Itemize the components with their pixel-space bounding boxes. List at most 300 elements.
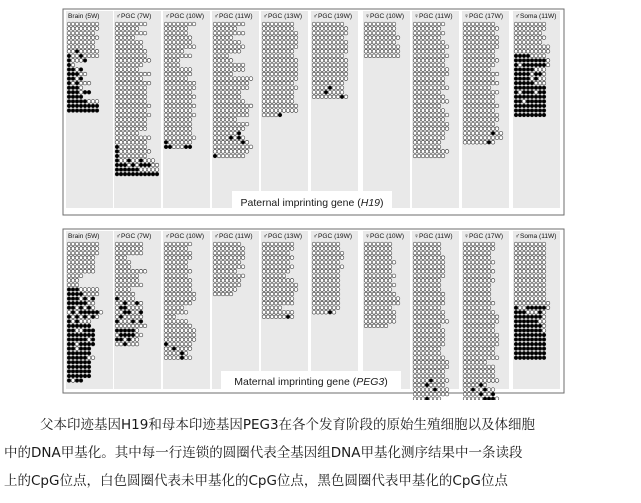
unmethylated-cpg <box>245 150 249 154</box>
unmethylated-cpg <box>143 86 147 90</box>
unmethylated-cpg <box>437 338 441 342</box>
unmethylated-cpg <box>534 31 538 35</box>
unmethylated-cpg <box>282 242 286 246</box>
unmethylated-cpg <box>463 59 467 63</box>
unmethylated-cpg <box>79 260 83 264</box>
methylated-cpg <box>83 329 87 333</box>
unmethylated-cpg <box>441 274 445 278</box>
unmethylated-cpg <box>119 77 123 81</box>
methylated-cpg <box>119 172 123 176</box>
methylated-cpg <box>514 329 518 333</box>
unmethylated-cpg <box>237 86 241 90</box>
unmethylated-cpg <box>245 109 249 113</box>
unmethylated-cpg <box>168 288 172 292</box>
unmethylated-cpg <box>135 109 139 113</box>
unmethylated-cpg <box>286 49 290 53</box>
unmethylated-cpg <box>495 40 499 44</box>
unmethylated-cpg <box>266 31 270 35</box>
unmethylated-cpg <box>467 131 471 135</box>
unmethylated-cpg <box>487 86 491 90</box>
unmethylated-cpg <box>316 45 320 49</box>
unmethylated-cpg <box>262 292 266 296</box>
unmethylated-cpg <box>368 251 372 255</box>
unmethylated-cpg <box>221 150 225 154</box>
unmethylated-cpg <box>487 131 491 135</box>
methylated-cpg <box>71 301 75 305</box>
maternal-sequencing-read <box>514 306 550 310</box>
unmethylated-cpg <box>172 315 176 319</box>
unmethylated-cpg <box>184 95 188 99</box>
unmethylated-cpg <box>229 118 233 122</box>
unmethylated-cpg <box>320 36 324 40</box>
unmethylated-cpg <box>324 279 328 283</box>
unmethylated-cpg <box>75 279 79 283</box>
unmethylated-cpg <box>421 45 425 49</box>
unmethylated-cpg <box>143 113 147 117</box>
methylated-cpg <box>241 140 245 144</box>
unmethylated-cpg <box>266 90 270 94</box>
unmethylated-cpg <box>324 95 328 99</box>
unmethylated-cpg <box>147 150 151 154</box>
unmethylated-cpg <box>180 260 184 264</box>
unmethylated-cpg <box>483 310 487 314</box>
unmethylated-cpg <box>421 150 425 154</box>
unmethylated-cpg <box>274 49 278 53</box>
unmethylated-cpg <box>471 104 475 108</box>
unmethylated-cpg <box>417 370 421 374</box>
unmethylated-cpg <box>421 351 425 355</box>
paternal-sequencing-read <box>115 168 159 172</box>
unmethylated-cpg <box>266 86 270 90</box>
unmethylated-cpg <box>479 338 483 342</box>
unmethylated-cpg <box>437 347 441 351</box>
unmethylated-cpg <box>320 247 324 251</box>
unmethylated-cpg <box>546 45 550 49</box>
unmethylated-cpg <box>433 297 437 301</box>
unmethylated-cpg <box>467 292 471 296</box>
unmethylated-cpg <box>479 95 483 99</box>
unmethylated-cpg <box>471 122 475 126</box>
unmethylated-cpg <box>139 72 143 76</box>
unmethylated-cpg <box>274 63 278 67</box>
unmethylated-cpg <box>332 59 336 63</box>
paternal-sequencing-read <box>364 45 400 49</box>
unmethylated-cpg <box>316 292 320 296</box>
unmethylated-cpg <box>139 77 143 81</box>
unmethylated-cpg <box>429 315 433 319</box>
maternal-gene-name: PEG3 <box>356 376 385 388</box>
unmethylated-cpg <box>388 247 392 251</box>
unmethylated-cpg <box>475 118 479 122</box>
unmethylated-cpg <box>278 100 282 104</box>
unmethylated-cpg <box>115 49 119 53</box>
unmethylated-cpg <box>467 351 471 355</box>
unmethylated-cpg <box>421 59 425 63</box>
unmethylated-cpg <box>278 59 282 63</box>
unmethylated-cpg <box>437 118 441 122</box>
unmethylated-cpg <box>115 279 119 283</box>
unmethylated-cpg <box>471 274 475 278</box>
unmethylated-cpg <box>139 95 143 99</box>
unmethylated-cpg <box>213 265 217 269</box>
unmethylated-cpg <box>320 256 324 260</box>
unmethylated-cpg <box>233 95 237 99</box>
methylated-cpg <box>71 370 75 374</box>
unmethylated-cpg <box>139 315 143 319</box>
methylated-cpg <box>542 356 546 360</box>
unmethylated-cpg <box>433 150 437 154</box>
unmethylated-cpg <box>278 45 282 49</box>
unmethylated-cpg <box>143 154 147 158</box>
methylated-cpg <box>538 63 542 67</box>
paternal-sequencing-read <box>413 86 449 90</box>
methylated-cpg <box>139 172 143 176</box>
maternal-lane-label: ♀PGC (10W) <box>365 233 405 240</box>
unmethylated-cpg <box>221 40 225 44</box>
unmethylated-cpg <box>274 31 278 35</box>
unmethylated-cpg <box>79 315 83 319</box>
unmethylated-cpg <box>384 45 388 49</box>
unmethylated-cpg <box>274 242 278 246</box>
unmethylated-cpg <box>429 136 433 140</box>
unmethylated-cpg <box>176 122 180 126</box>
unmethylated-cpg <box>266 310 270 314</box>
unmethylated-cpg <box>188 81 192 85</box>
unmethylated-cpg <box>471 127 475 131</box>
unmethylated-cpg <box>483 63 487 67</box>
unmethylated-cpg <box>413 127 417 131</box>
unmethylated-cpg <box>376 279 380 283</box>
unmethylated-cpg <box>441 122 445 126</box>
unmethylated-cpg <box>172 279 176 283</box>
unmethylated-cpg <box>483 72 487 76</box>
unmethylated-cpg <box>135 150 139 154</box>
unmethylated-cpg <box>274 113 278 117</box>
unmethylated-cpg <box>320 90 324 94</box>
unmethylated-cpg <box>479 360 483 364</box>
unmethylated-cpg <box>413 122 417 126</box>
unmethylated-cpg <box>429 360 433 364</box>
unmethylated-cpg <box>180 265 184 269</box>
methylated-cpg <box>67 347 71 351</box>
unmethylated-cpg <box>217 113 221 117</box>
unmethylated-cpg <box>332 40 336 44</box>
unmethylated-cpg <box>262 45 266 49</box>
unmethylated-cpg <box>135 63 139 67</box>
methylated-cpg <box>479 383 483 387</box>
unmethylated-cpg <box>87 36 91 40</box>
unmethylated-cpg <box>425 136 429 140</box>
unmethylated-cpg <box>266 242 270 246</box>
unmethylated-cpg <box>176 351 180 355</box>
unmethylated-cpg <box>135 338 139 342</box>
unmethylated-cpg <box>266 40 270 44</box>
unmethylated-cpg <box>184 72 188 76</box>
unmethylated-cpg <box>417 360 421 364</box>
methylated-cpg <box>83 360 87 364</box>
unmethylated-cpg <box>184 265 188 269</box>
methylated-cpg <box>123 310 127 314</box>
unmethylated-cpg <box>336 77 340 81</box>
methylated-cpg <box>79 379 83 383</box>
unmethylated-cpg <box>290 297 294 301</box>
unmethylated-cpg <box>483 36 487 40</box>
unmethylated-cpg <box>184 347 188 351</box>
unmethylated-cpg <box>131 45 135 49</box>
unmethylated-cpg <box>119 342 123 346</box>
unmethylated-cpg <box>123 131 127 135</box>
methylated-cpg <box>139 163 143 167</box>
unmethylated-cpg <box>491 342 495 346</box>
unmethylated-cpg <box>514 31 518 35</box>
unmethylated-cpg <box>340 68 344 72</box>
unmethylated-cpg <box>336 292 340 296</box>
methylated-cpg <box>71 338 75 342</box>
unmethylated-cpg <box>266 265 270 269</box>
maternal-sequencing-read <box>463 315 499 319</box>
unmethylated-cpg <box>421 315 425 319</box>
unmethylated-cpg <box>83 265 87 269</box>
unmethylated-cpg <box>421 36 425 40</box>
unmethylated-cpg <box>135 333 139 337</box>
unmethylated-cpg <box>316 242 320 246</box>
unmethylated-cpg <box>417 27 421 31</box>
unmethylated-cpg <box>274 310 278 314</box>
paternal-lane-label: ♀PGC (17W) <box>464 13 504 20</box>
unmethylated-cpg <box>336 95 340 99</box>
unmethylated-cpg <box>328 63 332 67</box>
unmethylated-cpg <box>463 365 467 369</box>
unmethylated-cpg <box>176 100 180 104</box>
unmethylated-cpg <box>241 256 245 260</box>
unmethylated-cpg <box>518 269 522 273</box>
unmethylated-cpg <box>429 40 433 44</box>
unmethylated-cpg <box>534 68 538 72</box>
unmethylated-cpg <box>421 127 425 131</box>
unmethylated-cpg <box>491 54 495 58</box>
unmethylated-cpg <box>241 122 245 126</box>
methylated-cpg <box>75 315 79 319</box>
unmethylated-cpg <box>471 49 475 53</box>
unmethylated-cpg <box>376 45 380 49</box>
unmethylated-cpg <box>320 297 324 301</box>
unmethylated-cpg <box>522 45 526 49</box>
unmethylated-cpg <box>463 242 467 246</box>
unmethylated-cpg <box>123 72 127 76</box>
unmethylated-cpg <box>417 329 421 333</box>
unmethylated-cpg <box>372 283 376 287</box>
unmethylated-cpg <box>164 279 168 283</box>
unmethylated-cpg <box>542 279 546 283</box>
unmethylated-cpg <box>522 306 526 310</box>
unmethylated-cpg <box>168 54 172 58</box>
unmethylated-cpg <box>421 397 425 400</box>
unmethylated-cpg <box>262 22 266 26</box>
unmethylated-cpg <box>127 136 131 140</box>
unmethylated-cpg <box>483 127 487 131</box>
methylated-cpg <box>71 306 75 310</box>
unmethylated-cpg <box>417 242 421 246</box>
unmethylated-cpg <box>392 40 396 44</box>
unmethylated-cpg <box>421 109 425 113</box>
methylated-cpg <box>328 310 332 314</box>
unmethylated-cpg <box>115 288 119 292</box>
methylated-cpg <box>71 100 75 104</box>
unmethylated-cpg <box>417 315 421 319</box>
unmethylated-cpg <box>266 22 270 26</box>
unmethylated-cpg <box>213 45 217 49</box>
unmethylated-cpg <box>217 145 221 149</box>
unmethylated-cpg <box>388 306 392 310</box>
unmethylated-cpg <box>188 288 192 292</box>
unmethylated-cpg <box>115 315 119 319</box>
unmethylated-cpg <box>437 379 441 383</box>
unmethylated-cpg <box>139 324 143 328</box>
unmethylated-cpg <box>324 301 328 305</box>
unmethylated-cpg <box>425 27 429 31</box>
paternal-lanes <box>66 11 560 208</box>
unmethylated-cpg <box>135 27 139 31</box>
unmethylated-cpg <box>487 269 491 273</box>
unmethylated-cpg <box>433 379 437 383</box>
unmethylated-cpg <box>233 150 237 154</box>
unmethylated-cpg <box>433 310 437 314</box>
unmethylated-cpg <box>429 113 433 117</box>
methylated-cpg <box>87 329 91 333</box>
unmethylated-cpg <box>180 306 184 310</box>
paternal-lane-label: ♀PGC (10W) <box>365 13 405 20</box>
methylated-cpg <box>538 72 542 76</box>
unmethylated-cpg <box>425 306 429 310</box>
unmethylated-cpg <box>475 338 479 342</box>
unmethylated-cpg <box>372 256 376 260</box>
unmethylated-cpg <box>530 274 534 278</box>
unmethylated-cpg <box>139 100 143 104</box>
unmethylated-cpg <box>127 247 131 251</box>
unmethylated-cpg <box>518 63 522 67</box>
unmethylated-cpg <box>127 301 131 305</box>
unmethylated-cpg <box>229 59 233 63</box>
methylated-cpg <box>542 342 546 346</box>
unmethylated-cpg <box>364 49 368 53</box>
unmethylated-cpg <box>127 297 131 301</box>
methylated-cpg <box>67 379 71 383</box>
unmethylated-cpg <box>278 90 282 94</box>
unmethylated-cpg <box>388 310 392 314</box>
unmethylated-cpg <box>514 274 518 278</box>
unmethylated-cpg <box>225 90 229 94</box>
unmethylated-cpg <box>376 306 380 310</box>
methylated-cpg <box>67 90 71 94</box>
methylated-cpg <box>526 113 530 117</box>
unmethylated-cpg <box>514 22 518 26</box>
unmethylated-cpg <box>266 81 270 85</box>
paternal-lane <box>513 11 560 208</box>
unmethylated-cpg <box>340 63 344 67</box>
unmethylated-cpg <box>79 297 83 301</box>
unmethylated-cpg <box>376 49 380 53</box>
methylated-cpg <box>67 72 71 76</box>
unmethylated-cpg <box>475 127 479 131</box>
methylated-cpg <box>127 168 131 172</box>
unmethylated-cpg <box>433 338 437 342</box>
unmethylated-cpg <box>119 256 123 260</box>
unmethylated-cpg <box>316 77 320 81</box>
paternal-sequencing-read <box>514 49 550 53</box>
unmethylated-cpg <box>479 283 483 287</box>
unmethylated-cpg <box>225 45 229 49</box>
unmethylated-cpg <box>463 260 467 264</box>
unmethylated-cpg <box>372 301 376 305</box>
unmethylated-cpg <box>425 292 429 296</box>
unmethylated-cpg <box>388 36 392 40</box>
unmethylated-cpg <box>79 320 83 324</box>
unmethylated-cpg <box>413 90 417 94</box>
unmethylated-cpg <box>467 283 471 287</box>
unmethylated-cpg <box>180 95 184 99</box>
unmethylated-cpg <box>135 279 139 283</box>
unmethylated-cpg <box>312 31 316 35</box>
unmethylated-cpg <box>184 247 188 251</box>
unmethylated-cpg <box>184 256 188 260</box>
unmethylated-cpg <box>437 356 441 360</box>
unmethylated-cpg <box>172 242 176 246</box>
unmethylated-cpg <box>83 320 87 324</box>
unmethylated-cpg <box>91 288 95 292</box>
unmethylated-cpg <box>421 360 425 364</box>
methylated-cpg <box>534 95 538 99</box>
paternal-sequencing-read <box>67 72 87 76</box>
unmethylated-cpg <box>180 81 184 85</box>
unmethylated-cpg <box>164 22 168 26</box>
unmethylated-cpg <box>278 315 282 319</box>
unmethylated-cpg <box>278 54 282 58</box>
unmethylated-cpg <box>83 40 87 44</box>
unmethylated-cpg <box>83 242 87 246</box>
unmethylated-cpg <box>491 247 495 251</box>
unmethylated-cpg <box>336 288 340 292</box>
paternal-sequencing-read <box>262 104 298 108</box>
paternal-sequencing-read <box>463 104 499 108</box>
unmethylated-cpg <box>336 22 340 26</box>
unmethylated-cpg <box>396 49 400 53</box>
unmethylated-cpg <box>131 49 135 53</box>
unmethylated-cpg <box>479 388 483 392</box>
unmethylated-cpg <box>119 90 123 94</box>
methylated-cpg <box>91 315 95 319</box>
methylated-cpg <box>542 333 546 337</box>
maternal-sequencing-read <box>364 297 400 301</box>
unmethylated-cpg <box>75 54 79 58</box>
unmethylated-cpg <box>487 260 491 264</box>
unmethylated-cpg <box>467 49 471 53</box>
unmethylated-cpg <box>143 140 147 144</box>
unmethylated-cpg <box>131 90 135 94</box>
unmethylated-cpg <box>514 40 518 44</box>
unmethylated-cpg <box>487 109 491 113</box>
unmethylated-cpg <box>87 40 91 44</box>
unmethylated-cpg <box>115 301 119 305</box>
unmethylated-cpg <box>135 54 139 58</box>
methylated-cpg <box>83 351 87 355</box>
unmethylated-cpg <box>340 72 344 76</box>
unmethylated-cpg <box>514 256 518 260</box>
unmethylated-cpg <box>241 274 245 278</box>
methylated-cpg <box>518 59 522 63</box>
unmethylated-cpg <box>71 379 75 383</box>
unmethylated-cpg <box>487 315 491 319</box>
methylated-cpg <box>491 131 495 135</box>
